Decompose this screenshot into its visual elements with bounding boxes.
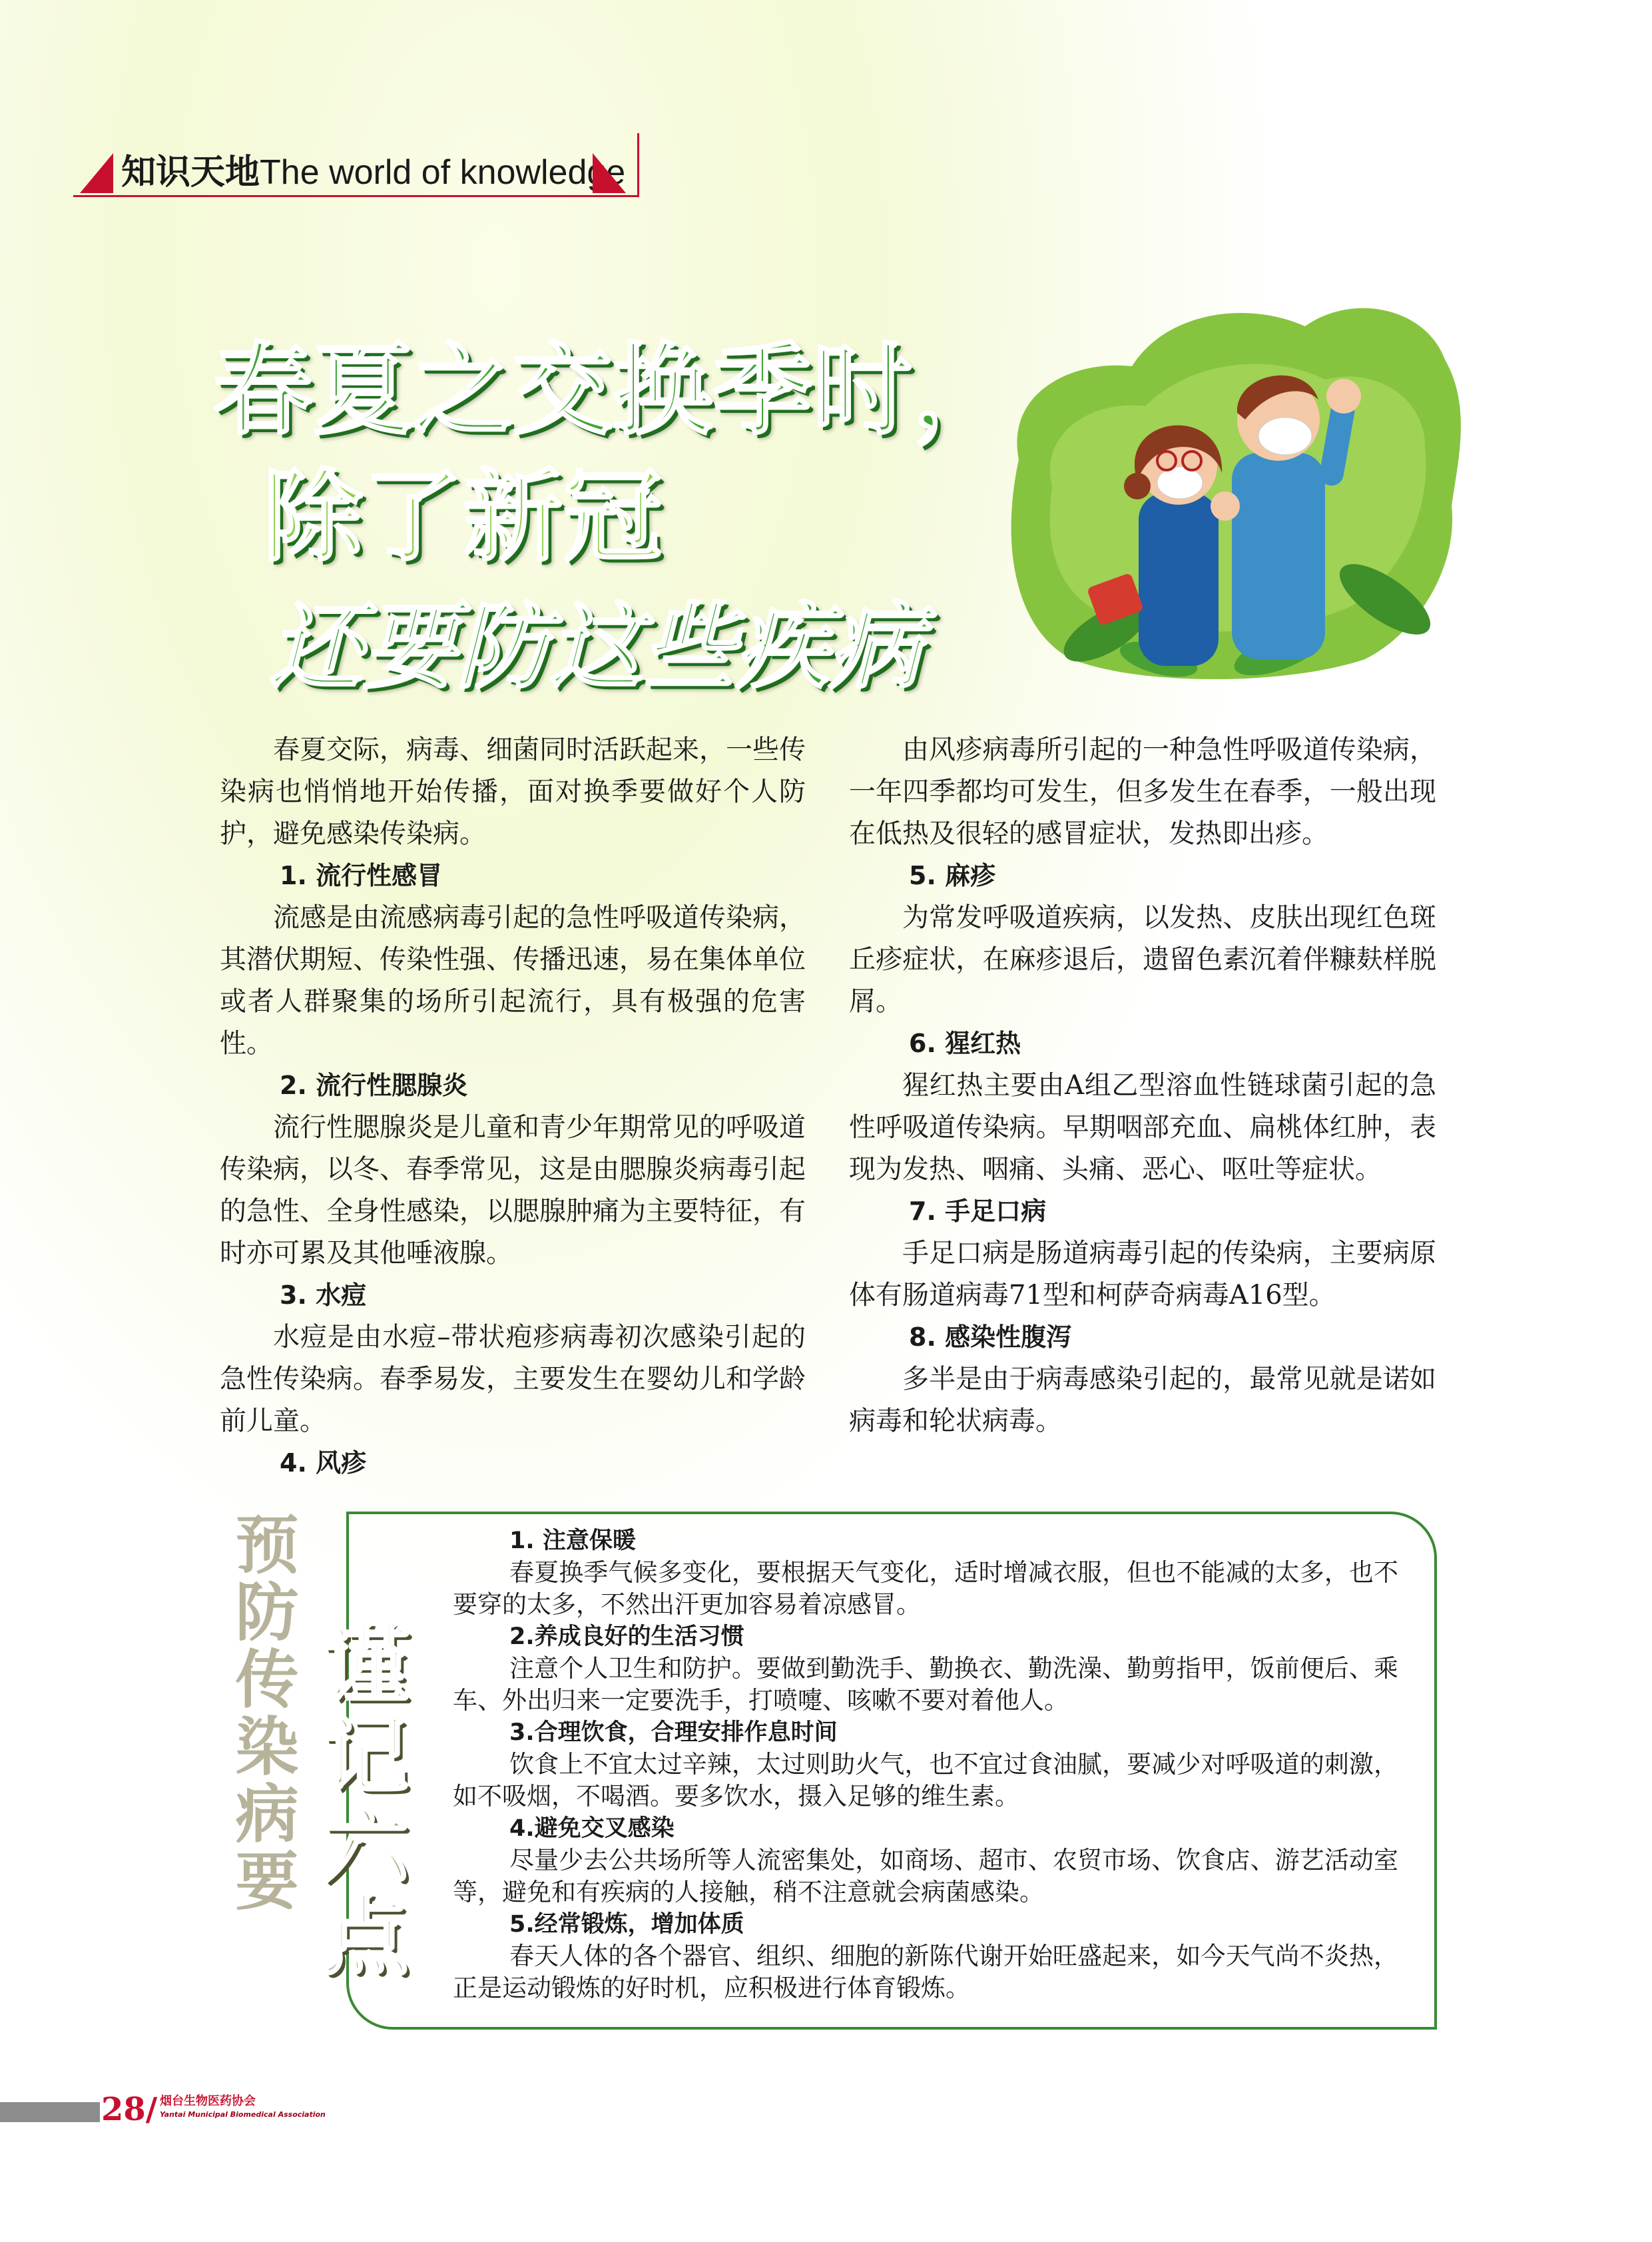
footer-org-en: Yantai Municipal Biomedical Association (160, 2110, 326, 2119)
page-number: 28/ (101, 2091, 158, 2128)
disease-5-title: 5. 麻疹 (909, 861, 996, 890)
masked-couple-illustration (992, 286, 1472, 686)
article-column-right (849, 729, 1436, 1442)
article-column-left (220, 729, 806, 1484)
prevention-item-2-title: 2.养成良好的生活习惯 (509, 1623, 744, 1650)
headline-line-2: 除了新冠 (263, 459, 663, 575)
disease-1-text: 流感是由流感病毒引起的急性呼吸道传染病，其潜伏期短、传染性强、传播迅速，易在集体单位或者人群聚集的场所引起流行，具有极强的危害性。 (220, 902, 806, 1059)
prevention-item-5-text: 春天人体的各个器官、组织、细胞的新陈代谢开始旺盛起来，如今天气尚不炎热，正是运动锻炼的好时机，应积极进行体育锻炼。 (453, 1942, 1398, 2002)
headline-line-1: 春夏之交换季时， (213, 333, 1013, 449)
disease-2-title: 2. 流行性腮腺炎 (280, 1071, 468, 1100)
disease-4-title: 4. 风疹 (280, 1448, 367, 1478)
prevention-item-5-title: 5.经常锻炼，增加体质 (509, 1911, 744, 1938)
prevention-list (453, 1525, 1398, 2004)
prevention-item-2-text: 注意个人卫生和防护。要做到勤洗手、勤换衣、勤洗澡、勤剪指甲，饭前便后、乘车、外出归来一定要洗手，打喷嚏、咳嗽不要对着他人。 (453, 1654, 1398, 1715)
disease-2-text: 流行性腮腺炎是儿童和青少年期常见的呼吸道传染病，以冬、春季常见，这是由腮腺炎病毒引起的急性、全身性感染，以腮腺肿痛为主要特征，有时亦可累及其他唾液腺。 (220, 1112, 806, 1268)
disease-3-title: 3. 水痘 (280, 1280, 367, 1310)
disease-7-title: 7. 手足口病 (909, 1197, 1047, 1226)
footer-bar (0, 2102, 100, 2122)
prevention-item-3-text: 饮食上不宜太过辛辣，太过则助火气，也不宜过食油腻，要减少对呼吸道的刺激，如不吸烟，不喝酒。要多饮水，摄入足够的维生素。 (453, 1750, 1398, 1811)
headline-line-3: 还要防这些疾病 (270, 593, 923, 702)
prevention-title-part-1: 预防传染病要 (225, 1512, 298, 1915)
disease-5-text: 为常发呼吸道疾病，以发热、皮肤出现红色斑丘疹症状，在麻疹退后，遗留色素沉着伴糠麸样脱屑。 (849, 902, 1436, 1017)
header-underline (73, 195, 639, 197)
disease-1-title: 1. 流行性感冒 (280, 861, 443, 890)
prevention-item-4-text: 尽量少去公共场所等人流密集处，如商场、超市、农贸市场、饮食店、游艺活动室等，避免和有疾病的人接触，稍不注意就会病菌感染。 (453, 1846, 1398, 1906)
prevention-item-3-title: 3.合理饮食，合理安排作息时间 (509, 1719, 838, 1746)
prevention-title-part-2: 谨记六点 (308, 1618, 409, 1980)
section-header (73, 133, 639, 200)
prevention-item-1-title: 1. 注意保暖 (509, 1528, 636, 1554)
section-header-text (121, 144, 625, 194)
section-title-cn: 知识天地 (121, 153, 260, 192)
disease-8-title: 8. 感染性腹泻 (909, 1322, 1072, 1352)
disease-7-text: 手足口病是肠道病毒引起的传染病，主要病原体有肠道病毒71型和柯萨奇病毒A16型。 (849, 1238, 1436, 1310)
disease-8-text: 多半是由于病毒感染引起的，最常见就是诺如病毒和轮状病毒。 (849, 1364, 1436, 1436)
disease-6-text: 猩红热主要由A组乙型溶血性链球菌引起的急性呼吸道传染病。早期咽部充血、扁桃体红肿，表现为发热、咽痛、头痛、恶心、呕吐等症状。 (849, 1070, 1436, 1185)
intro-paragraph: 春夏交际，病毒、细菌同时活跃起来，一些传染病也悄悄地开始传播，面对换季要做好个人防护，避免感染传染病。 (220, 734, 806, 849)
disease-3-text: 水痘是由水痘–带状疱疹病毒初次感染引起的急性传染病。春季易发，主要发生在婴幼儿和学龄前儿童。 (220, 1322, 806, 1436)
prevention-item-4-title: 4.避免交叉感染 (509, 1815, 675, 1842)
footer-org-cn: 烟台生物医药协会 (160, 2094, 256, 2108)
prevention-item-1-text: 春夏换季气候多变化，要根据天气变化，适时增减衣服，但也不能减的太多，也不要穿的太多，不然出汗更加容易着凉感冒。 (453, 1558, 1398, 1619)
header-rule-vertical (637, 133, 639, 197)
disease-4-text: 由风疹病毒所引起的一种急性呼吸道传染病，一年四季都均可发生，但多发生在春季，一般出现在低热及很轻的感冒症状，发热即出疹。 (849, 734, 1436, 849)
footer-organization (160, 2095, 326, 2121)
red-triangle-left-icon (80, 153, 113, 193)
section-title-en: The world of knowledge (260, 153, 626, 192)
red-triangle-right-icon (593, 153, 626, 193)
disease-6-title: 6. 猩红热 (909, 1029, 1021, 1058)
